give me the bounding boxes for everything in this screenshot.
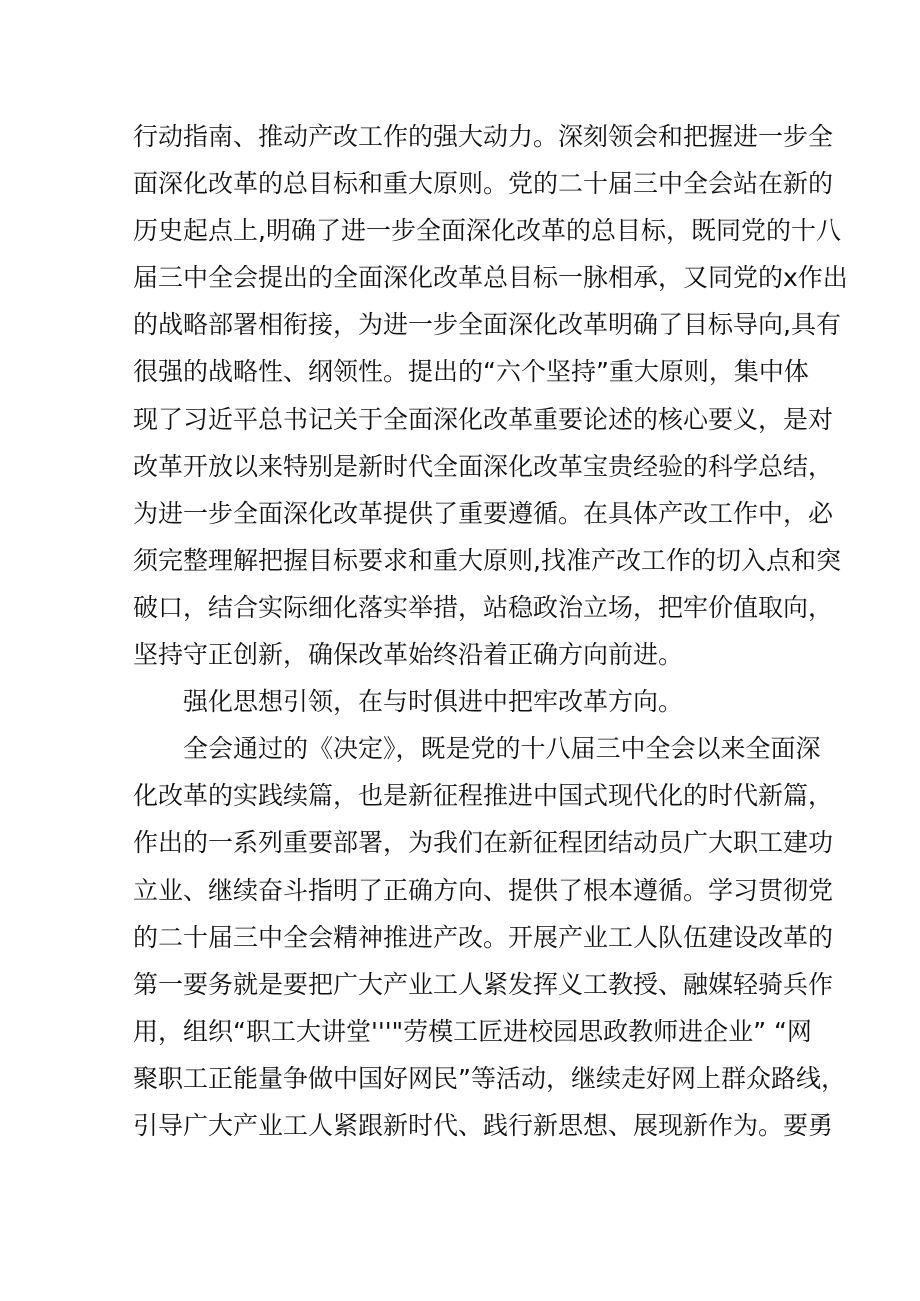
text-line: 很强的战略性、纲领性。提出的“六个坚持”重大原则，集中体 bbox=[133, 357, 809, 387]
text-line: 的战略部署相衔接，为进一步全面深化改革明确了目标导向,具有 bbox=[133, 310, 841, 340]
text-line: 为进一步全面深化改革提供了重要遵循。在具体产改工作中，必 bbox=[133, 498, 834, 528]
text-line: 用，组织“职工大讲堂'''"劳模工匠进校园思政教师进企业” “网 bbox=[133, 1016, 812, 1046]
text-line: 立业、继续奋斗指明了正确方向、提供了根本遵循。学习贯彻党 bbox=[133, 875, 834, 905]
text-line: 届三中全会提出的全面深化改革总目标一脉相承，又同党的x作出 bbox=[133, 263, 848, 293]
text-line: 作出的一系列重要部署，为我们在新征程团结动员广大职工建功 bbox=[133, 828, 834, 858]
text-line: 行动指南、推动产改工作的强大动力。深刻领会和把握进一步全 bbox=[133, 122, 834, 151]
text-line: 化改革的实践续篇，也是新征程推进中国式现代化的时代新篇， bbox=[133, 781, 834, 811]
text-line: 改革开放以来特别是新时代全面深化改革宝贵经验的科学总结， bbox=[133, 451, 834, 481]
text-line: 面深化改革的总目标和重大原则。党的二十届三中全会站在新的 bbox=[133, 169, 834, 199]
text-line: 历史起点上,明确了进一步全面深化改革的总目标，既同党的十八 bbox=[133, 216, 841, 246]
text-line: 的二十届三中全会精神推进产改。开展产业工人队伍建设改革的 bbox=[133, 922, 834, 952]
text-line: 全会通过的《决定》，既是党的十八届三中全会以来全面深 bbox=[183, 734, 821, 764]
text-line: 破口，结合实际细化落实举措，站稳政治立场，把牢价值取向， bbox=[133, 592, 834, 622]
text-line: 须完整理解把握目标要求和重大原则,找准产改工作的切入点和突 bbox=[133, 545, 841, 575]
text-line: 聚职工正能量争做中国好网民”等活动，继续走好网上群众路线， bbox=[133, 1063, 846, 1093]
text-line: 现了习近平总书记关于全面深化改革重要论述的核心要义，是对 bbox=[133, 404, 834, 434]
text-line: 坚持守正创新，确保改革始终沿着正确方向前进。 bbox=[133, 640, 684, 670]
text-line: 第一要务就是要把广大产业工人紧发挥义工教授、融媒轻骑兵作 bbox=[133, 969, 834, 999]
body-text bbox=[133, 113, 848, 1149]
text-line: 引导广大产业工人紧跟新时代、践行新思想、展现新作为。要勇 bbox=[133, 1110, 834, 1140]
section-heading: 强化思想引领，在与时俱进中把牢改革方向。 bbox=[183, 687, 684, 717]
